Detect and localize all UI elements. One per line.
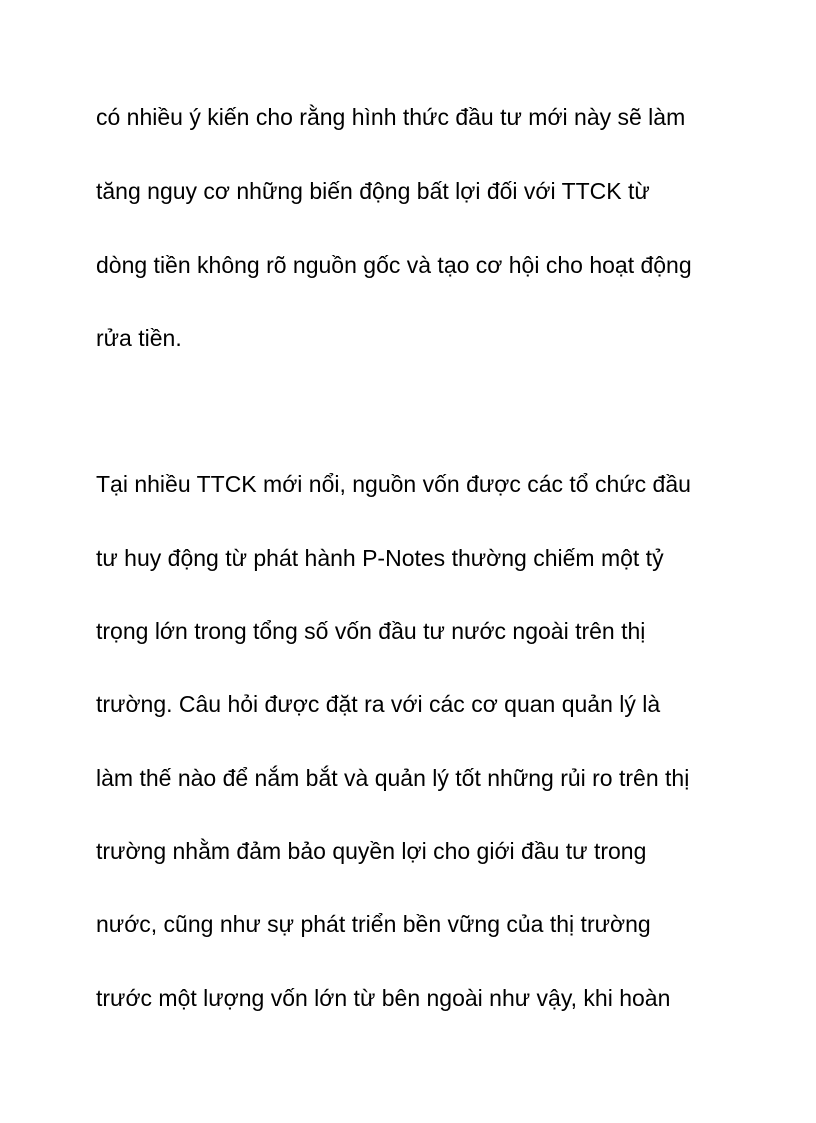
- text-line: rửa tiền.: [96, 325, 182, 351]
- text-line: làm thế nào để nắm bắt và quản lý tốt những rủi ro trên thị: [96, 765, 690, 791]
- text-line: trường nhằm đảm bảo quyền lợi cho giới đầu tư trong: [96, 838, 647, 864]
- text-line: tăng nguy cơ những biến động bất lợi đối với TTCK từ: [96, 178, 650, 204]
- text-line: trước một lượng vốn lớn từ bên ngoài như vậy, khi hoàn: [96, 985, 671, 1011]
- text-line: có nhiều ý kiến cho rằng hình thức đầu tư mới này sẽ làm: [96, 104, 686, 130]
- text-line: Tại nhiều TTCK mới nổi, nguồn vốn được các tổ chức đầu: [96, 471, 691, 497]
- text-line: dòng tiền không rõ nguồn gốc và tạo cơ hội cho hoạt động: [96, 252, 692, 278]
- text-line: trọng lớn trong tổng số vốn đầu tư nước ngoài trên thị: [96, 618, 646, 644]
- text-line: nước, cũng như sự phát triển bền vững của thị trường: [96, 911, 651, 937]
- text-line: trường. Câu hỏi được đặt ra với các cơ quan quản lý là: [96, 691, 661, 717]
- text-line: tư huy động từ phát hành P-Notes thường chiếm một tỷ: [96, 545, 664, 571]
